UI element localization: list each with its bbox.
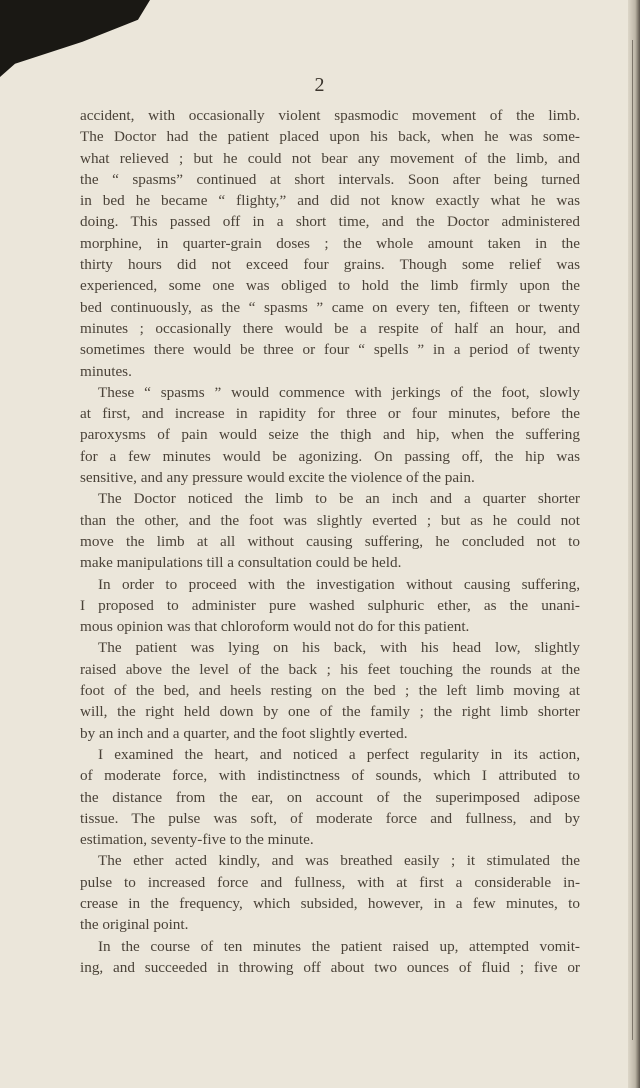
- text-line: doing. This passed off in a short time, and the Doctor administered: [80, 213, 580, 231]
- text-line: The ether acted kindly, and was breathed easily ; it stimulated the: [98, 852, 580, 870]
- text-line: make manipulations till a consultation could be held.: [80, 554, 402, 572]
- text-line: in bed he became “ flighty,” and did not know exactly what he was: [80, 192, 580, 210]
- text-line: at first, and increase in rapidity for three or four minutes, before the: [80, 405, 580, 423]
- body-text: [80, 105, 580, 978]
- page-edge-line: [632, 40, 633, 1040]
- text-line: tissue. The pulse was soft, of moderate force and fullness, and by: [80, 809, 580, 827]
- text-line: thirty hours did not exceed four grains. Though some relief was: [80, 256, 580, 274]
- text-line: These “ spasms ” would commence with jerkings of the foot, slowly: [98, 383, 580, 401]
- text-line: pulse to increased force and fullness, with at first a considerable in-: [80, 873, 580, 891]
- text-line: accident, with occasionally violent spasmodic movement of the limb.: [80, 107, 580, 124]
- text-line: The patient was lying on his back, with his head low, slightly: [98, 639, 580, 657]
- page-edge: [628, 0, 640, 1088]
- text-line: sometimes there would be three or four “ spells ” in a period of twenty: [80, 341, 580, 359]
- text-line: the “ spasms” continued at short intervals. Soon after being turned: [80, 170, 580, 188]
- text-line: what relieved ; but he could not bear any movement of the limb, and: [80, 149, 580, 167]
- text-line: The Doctor noticed the limb to be an inch and a quarter shorter: [98, 490, 580, 508]
- text-line: than the other, and the foot was slightly everted ; but as he could not: [80, 511, 580, 529]
- text-line: bed continuously, as the “ spasms ” came on every ten, fifteen or twenty: [80, 298, 580, 316]
- text-line: ing, and succeeded in throwing off about two ounces of fluid ; five or: [80, 958, 580, 976]
- text-line: raised above the level of the back ; his feet touching the rounds at the: [80, 660, 580, 678]
- text-line: I examined the heart, and noticed a perfect regularity in its action,: [98, 745, 580, 763]
- text-line: minutes.: [80, 362, 132, 380]
- text-line: paroxysms of pain would seize the thigh and hip, when the suffering: [80, 426, 580, 444]
- text-line: foot of the bed, and heels resting on the bed ; the left limb moving at: [80, 682, 580, 700]
- text-line: sensitive, and any pressure would excite the violence of the pain.: [80, 469, 475, 487]
- text-line: crease in the frequency, which subsided, however, in a few minutes, to: [80, 894, 580, 912]
- text-line: move the limb at all without causing suffering, he concluded not to: [80, 532, 580, 550]
- text-line: the distance from the ear, on account of the superimposed adipose: [80, 788, 580, 806]
- text-line: morphine, in quarter-grain doses ; the whole amount taken in the: [80, 234, 580, 252]
- text-line: experienced, some one was obliged to hold the limb firmly upon the: [80, 277, 580, 295]
- text-line: the original point.: [80, 916, 189, 934]
- text-line: mous opinion was that chloroform would not do for this patient.: [80, 618, 470, 636]
- text-line: by an inch and a quarter, and the foot slightly everted.: [80, 724, 408, 742]
- text-line: estimation, seventy-five to the minute.: [80, 831, 314, 849]
- text-line: The Doctor had the patient placed upon his back, when he was some-: [80, 128, 580, 146]
- text-line: In order to proceed with the investigation without causing suffering,: [98, 575, 580, 593]
- page-number: 2: [314, 74, 326, 96]
- text-line: In the course of ten minutes the patient raised up, attempted vomit-: [98, 937, 580, 955]
- text-line: minutes ; occasionally there would be a respite of half an hour, and: [80, 319, 580, 337]
- text-line: will, the right held down by one of the family ; the right limb shorter: [80, 703, 580, 721]
- text-line: of moderate force, with indistinctness of sounds, which I attributed to: [80, 767, 580, 785]
- text-line: for a few minutes would be agonizing. On passing off, the hip was: [80, 447, 580, 465]
- text-line: I proposed to administer pure washed sulphuric ether, as the unani-: [80, 596, 580, 614]
